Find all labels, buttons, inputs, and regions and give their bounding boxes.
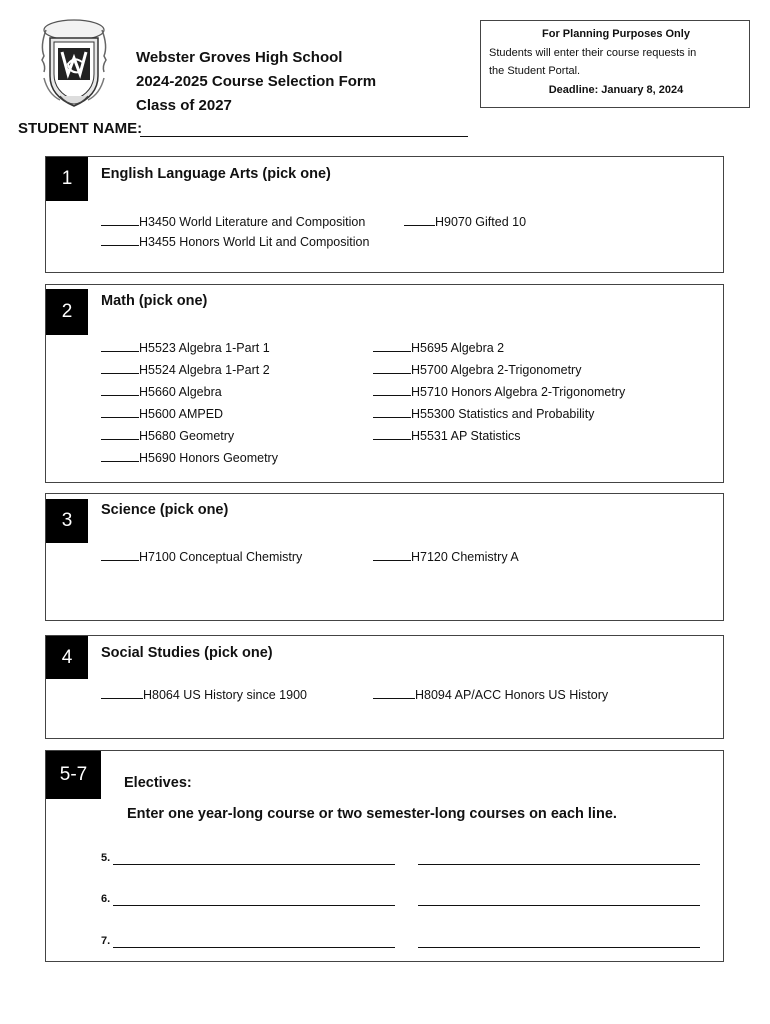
planning-deadline: Deadline: January 8, 2024 [548,83,684,96]
course-option[interactable]: H5695 Algebra 2 [373,339,504,356]
course-option[interactable]: H55300 Statistics and Probability [373,405,594,422]
section-title: Math (pick one) [101,293,208,309]
course-blank[interactable] [101,405,139,418]
section-english [45,156,724,273]
course-blank[interactable] [101,427,139,440]
course-option[interactable]: H8094 AP/ACC Honors US History [373,686,608,703]
course-blank[interactable] [373,405,411,418]
course-option[interactable]: H5660 Algebra [101,383,222,400]
course-option[interactable]: H7120 Chemistry A [373,548,519,565]
course-blank[interactable] [373,339,411,352]
course-option[interactable]: H5524 Algebra 1-Part 2 [101,361,270,378]
section-number-badge: 3 [46,499,88,543]
planning-notice-title: For Planning Purposes Only [542,28,690,40]
electives-instruction: Enter one year-long course or two semester-long courses on each line. [127,806,617,822]
school-name: Webster Groves High School [136,49,343,66]
course-option[interactable]: H8064 US History since 1900 [101,686,307,703]
elective-row-label: 5. [101,852,111,864]
planning-notice-line1: Students will enter their course requests in [489,46,697,59]
course-blank[interactable] [404,213,435,226]
elective-row-label: 6. [101,893,111,905]
electives-title: Electives: [124,775,192,791]
course-option[interactable]: H5523 Algebra 1-Part 1 [101,339,270,356]
course-option[interactable]: H5600 AMPED [101,405,223,422]
elective-line-5b[interactable] [418,864,700,865]
course-option[interactable]: H9070 Gifted 10 [404,213,526,230]
section-science [45,493,724,621]
student-name-label: STUDENT NAME: [18,120,143,137]
section-social-studies [45,635,724,739]
section-number-badge: 5-7 [46,751,101,799]
course-blank[interactable] [101,686,143,699]
course-blank[interactable] [101,449,139,462]
course-option[interactable]: H5700 Algebra 2-Trigonometry [373,361,581,378]
elective-line-6b[interactable] [418,905,700,906]
elective-line-7b[interactable] [418,947,700,948]
course-blank[interactable] [373,361,411,374]
section-number-badge: 2 [46,289,88,335]
form-title: 2024-2025 Course Selection Form [136,73,377,90]
course-blank[interactable] [101,548,139,561]
student-name-field[interactable] [140,121,468,137]
course-blank[interactable] [101,361,139,374]
course-option[interactable]: H5690 Honors Geometry [101,449,278,466]
class-year: Class of 2027 [136,97,232,114]
course-option[interactable]: H5531 AP Statistics [373,427,521,444]
section-number-badge: 4 [46,636,88,679]
section-title: Social Studies (pick one) [101,645,273,661]
course-blank[interactable] [373,548,411,561]
elective-line-6a[interactable] [113,905,395,906]
course-blank[interactable] [373,383,411,396]
course-option[interactable]: H3455 Honors World Lit and Composition [101,233,369,250]
elective-row-label: 7. [101,935,111,947]
planning-notice-box [480,20,750,108]
course-blank[interactable] [101,213,139,226]
elective-line-5a[interactable] [113,864,395,865]
form-header [136,46,376,118]
course-option[interactable]: H7100 Conceptual Chemistry [101,548,302,565]
course-blank[interactable] [373,686,415,699]
course-option[interactable]: H3450 World Literature and Composition [101,213,365,230]
student-name-row [18,120,468,137]
section-math [45,284,724,483]
school-crest-logo [30,16,118,114]
course-blank[interactable] [373,427,411,440]
section-number-badge: 1 [46,157,88,201]
section-electives [45,750,724,962]
course-blank[interactable] [101,383,139,396]
planning-notice-line2: the Student Portal. [489,65,581,77]
elective-line-7a[interactable] [113,947,395,948]
course-blank[interactable] [101,233,139,246]
course-option[interactable]: H5680 Geometry [101,427,234,444]
section-title: Science (pick one) [101,502,229,518]
course-option[interactable]: H5710 Honors Algebra 2-Trigonometry [373,383,625,400]
course-blank[interactable] [101,339,139,352]
section-title: English Language Arts (pick one) [101,166,331,182]
